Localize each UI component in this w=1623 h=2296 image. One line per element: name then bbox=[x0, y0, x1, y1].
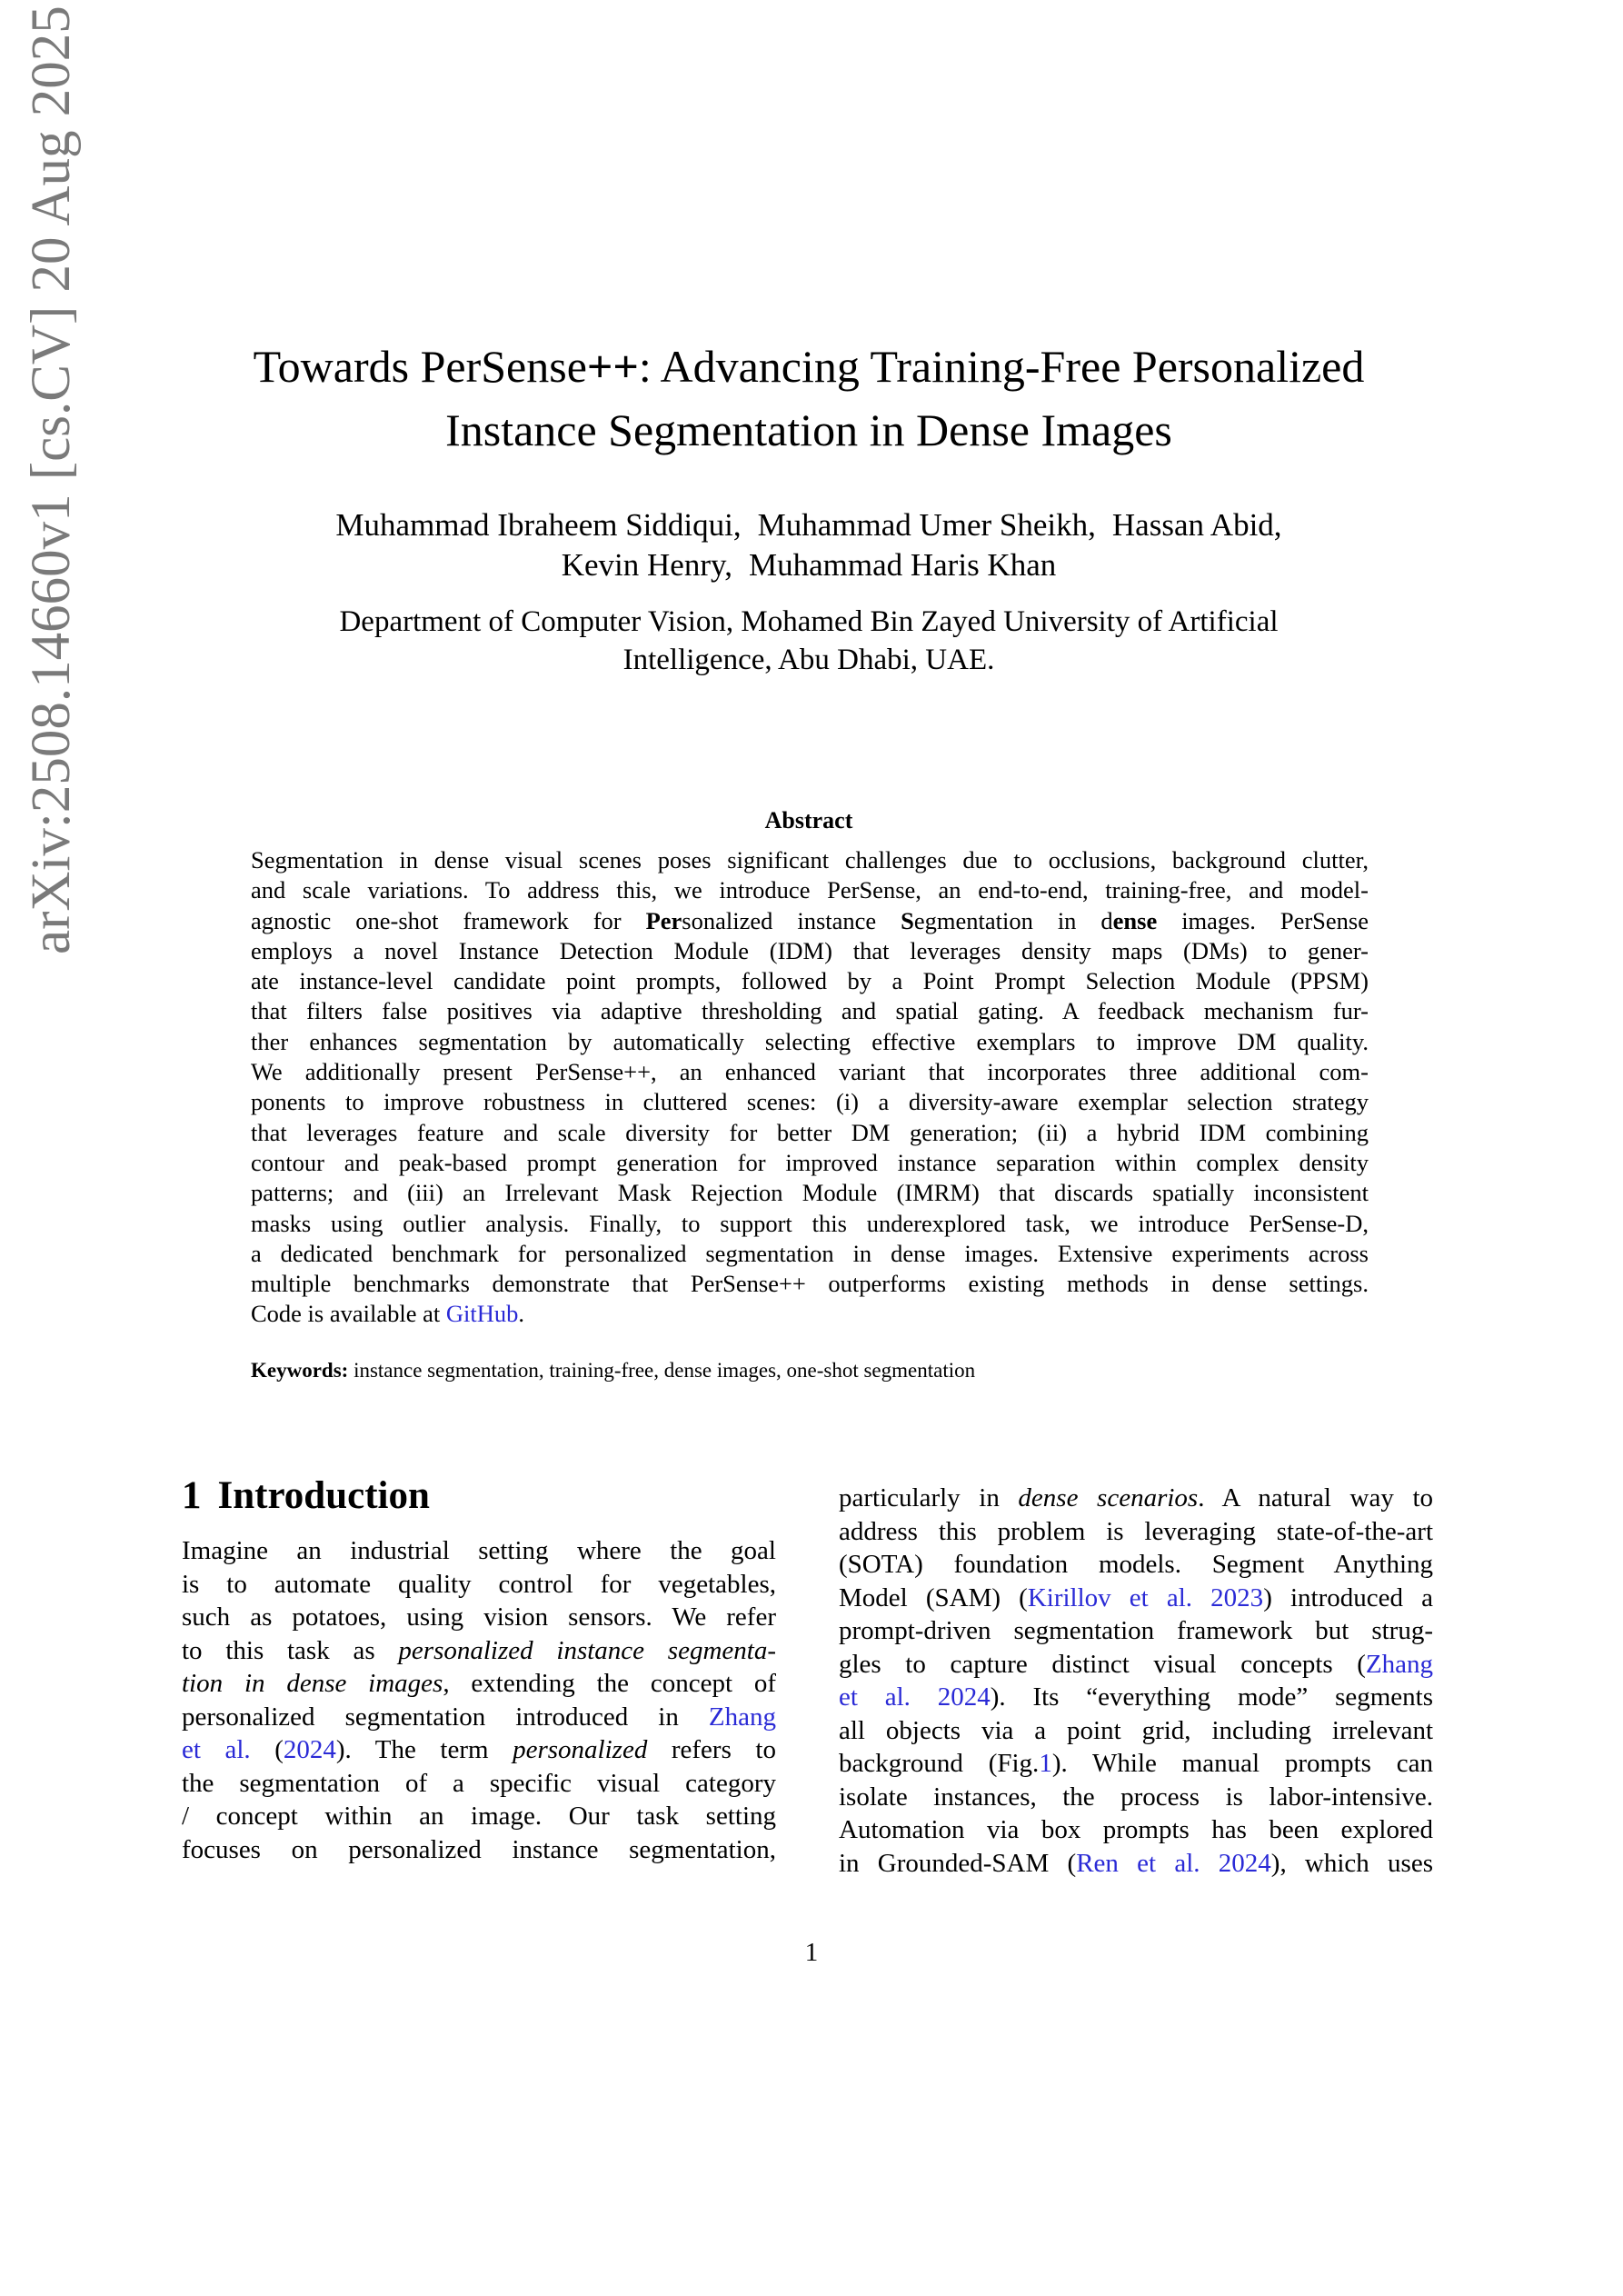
abstract-heading: Abstract bbox=[764, 807, 853, 834]
citation-link[interactable]: Ren et al. 2024 bbox=[1076, 1848, 1271, 1878]
abstract-line: ponents to improve robustness in cluttered scenes: (i) a diversity-aware exemplar selection strategy bbox=[251, 1088, 1369, 1116]
citation-link[interactable]: et al. bbox=[182, 1735, 251, 1764]
body-text: gles to capture distinct visual concepts ( bbox=[839, 1649, 1366, 1679]
body-line: such as potatoes, using vision sensors. We refer bbox=[182, 1602, 776, 1632]
body-line: focuses on personalized instance segmentation, bbox=[182, 1834, 776, 1864]
citation-link[interactable]: 2024 bbox=[283, 1735, 336, 1764]
author-name: Muhammad Ibraheem Siddiqui, bbox=[335, 507, 742, 543]
abstract-line: We additionally present PerSense++, an enhanced variant that incorporates three additional com- bbox=[251, 1058, 1369, 1086]
abstract-text: Code is available at bbox=[251, 1300, 446, 1328]
title-plusplus: ++ bbox=[586, 341, 639, 392]
abstract-line bbox=[251, 1299, 1369, 1329]
body-line: all objects via a point grid, including irrelevant bbox=[839, 1715, 1433, 1745]
abstract-bold: ense bbox=[1112, 906, 1158, 934]
body-text: to this task as bbox=[182, 1635, 399, 1665]
body-text: Model (SAM) ( bbox=[839, 1582, 1028, 1612]
affiliation bbox=[200, 603, 1418, 679]
page-number: 1 bbox=[804, 1938, 819, 1967]
author-name: Kevin Henry, bbox=[561, 547, 732, 583]
abstract-text: images. PerSense bbox=[1157, 906, 1369, 934]
body-line bbox=[182, 1701, 776, 1734]
citation-link[interactable]: Zhang bbox=[708, 1702, 776, 1732]
affiliation-line: Department of Computer Vision, Mohamed Bin Zayed University of Artificial bbox=[339, 605, 1279, 638]
author-line-2 bbox=[200, 545, 1418, 585]
body-text: refers to bbox=[647, 1735, 776, 1764]
body-line: prompt-driven segmentation framework but strug- bbox=[839, 1616, 1433, 1645]
keywords-text: instance segmentation, training-free, dense images, one-shot segmentation bbox=[348, 1359, 976, 1382]
body-text: ) introduced a bbox=[1263, 1582, 1433, 1612]
title-text: Towards PerSense bbox=[253, 341, 587, 392]
abstract-text: agnostic one-shot framework for bbox=[251, 906, 646, 934]
abstract-line: multiple benchmarks demonstrate that PerSense++ outperforms existing methods in dense settings. bbox=[251, 1270, 1369, 1298]
abstract-line: ate instance-level candidate point prompts, followed by a Point Prompt Selection Module (PPSM) bbox=[251, 967, 1369, 995]
left-column-text bbox=[182, 1534, 776, 1866]
author-name: Muhammad Haris Khan bbox=[748, 547, 1057, 583]
citation-link[interactable]: Kirillov et al. 2023 bbox=[1027, 1582, 1264, 1612]
abstract-line: patterns; and (iii) an Irrelevant Mask Rejection Module (IMRM) that discards spatially inconsistent bbox=[251, 1179, 1369, 1207]
body-italic: personalized instance segmenta- bbox=[398, 1635, 776, 1665]
author-name: Hassan Abid, bbox=[1111, 507, 1282, 543]
abstract-line: masks using outlier analysis. Finally, to support this underexplored task, we introduce PerSense-D, bbox=[251, 1209, 1369, 1237]
arxiv-side-stamp: arXiv:2508.14660v1 [cs.CV] 20 Aug 2025 bbox=[21, 5, 82, 954]
body-text: particularly in bbox=[839, 1483, 1019, 1512]
body-line bbox=[182, 1634, 776, 1668]
abstract-bold: S bbox=[901, 906, 914, 934]
abstract-line bbox=[251, 906, 1369, 936]
section-title: Introduction bbox=[217, 1474, 430, 1517]
body-line bbox=[182, 1733, 776, 1767]
abstract-line: and scale variations. To address this, we introduce PerSense, an end-to-end, training-free, and model- bbox=[251, 876, 1369, 904]
body-italic: personalized bbox=[513, 1735, 648, 1764]
body-text: ( bbox=[250, 1735, 284, 1764]
body-line: / concept within an image. Our task setting bbox=[182, 1802, 776, 1831]
body-text: . A natural way to bbox=[1198, 1483, 1433, 1512]
body-text: ). The term bbox=[335, 1735, 513, 1764]
body-line: is to automate quality control for vegetables, bbox=[182, 1569, 776, 1599]
abstract-text: sonalized instance bbox=[682, 906, 901, 934]
body-line bbox=[839, 1582, 1433, 1615]
body-line bbox=[839, 1681, 1433, 1714]
body-line bbox=[839, 1482, 1433, 1515]
body-line: address this problem is leveraging state-of-the-art bbox=[839, 1516, 1433, 1546]
title-text: : Advancing Training-Free Personalized bbox=[638, 341, 1365, 392]
author-list bbox=[200, 505, 1418, 585]
abstract-line: a dedicated benchmark for personalized segmentation in dense images. Extensive experiments across bbox=[251, 1239, 1369, 1267]
affiliation-line: Intelligence, Abu Dhabi, UAE. bbox=[622, 644, 995, 676]
body-italic: tion in dense images bbox=[182, 1669, 443, 1698]
abstract-line: that filters false positives via adaptive thresholding and spatial gating. A feedback mechanism fur- bbox=[251, 997, 1369, 1025]
abstract-line: contour and peak-based prompt generation for improved instance separation within complex density bbox=[251, 1148, 1369, 1176]
abstract-text: egmentation in d bbox=[913, 906, 1113, 934]
title-line-2: Instance Segmentation in Dense Images bbox=[445, 404, 1172, 455]
citation-link[interactable]: et al. 2024 bbox=[839, 1682, 991, 1712]
keywords bbox=[251, 1357, 1369, 1384]
abstract-bold: Per bbox=[645, 906, 682, 934]
body-line: isolate instances, the process is labor-intensive. bbox=[839, 1782, 1433, 1812]
right-column-text bbox=[839, 1482, 1433, 1880]
section-heading bbox=[182, 1471, 430, 1522]
abstract-body bbox=[251, 845, 1369, 1330]
body-line bbox=[839, 1747, 1433, 1781]
abstract-text: . bbox=[518, 1300, 524, 1328]
body-italic: dense scenarios bbox=[1018, 1483, 1199, 1512]
figure-link[interactable]: 1 bbox=[1039, 1749, 1052, 1778]
body-line: (SOTA) foundation models. Segment Anything bbox=[839, 1550, 1433, 1579]
body-text: , extending the concept of bbox=[443, 1669, 776, 1698]
abstract-line: employs a novel Instance Detection Module (IDM) that leverages density maps (DMs) to gener- bbox=[251, 936, 1369, 964]
section-number: 1 bbox=[182, 1474, 202, 1517]
body-text: ). Its “everything mode” segments bbox=[990, 1682, 1433, 1712]
title-line-1 bbox=[200, 334, 1418, 398]
body-line: Imagine an industrial setting where the goal bbox=[182, 1536, 776, 1565]
body-line bbox=[839, 1847, 1433, 1881]
body-text: ), which uses bbox=[1270, 1848, 1433, 1878]
abstract-line: Segmentation in dense visual scenes poses significant challenges due to occlusions, background clutter, bbox=[251, 846, 1369, 873]
body-text: in Grounded-SAM ( bbox=[839, 1848, 1077, 1878]
paper-title bbox=[200, 334, 1418, 462]
author-line-1 bbox=[200, 505, 1418, 545]
body-line: the segmentation of a specific visual category bbox=[182, 1768, 776, 1798]
abstract-line: that leverages feature and scale diversity for better DM generation; (ii) a hybrid IDM combining bbox=[251, 1118, 1369, 1146]
body-line bbox=[182, 1667, 776, 1701]
body-text: ). While manual prompts can bbox=[1051, 1749, 1433, 1778]
github-link[interactable]: GitHub bbox=[445, 1300, 519, 1328]
body-line bbox=[839, 1648, 1433, 1682]
body-line: Automation via box prompts has been explored bbox=[839, 1815, 1433, 1844]
citation-link[interactable]: Zhang bbox=[1365, 1649, 1433, 1679]
body-text: background (Fig. bbox=[839, 1749, 1040, 1778]
author-name: Muhammad Umer Sheikh, bbox=[757, 507, 1096, 543]
abstract-line: ther enhances segmentation by automatically selecting effective exemplars to improve DM quality. bbox=[251, 1027, 1369, 1055]
keywords-label: Keywords: bbox=[251, 1359, 349, 1382]
body-text: personalized segmentation introduced in bbox=[182, 1702, 709, 1732]
